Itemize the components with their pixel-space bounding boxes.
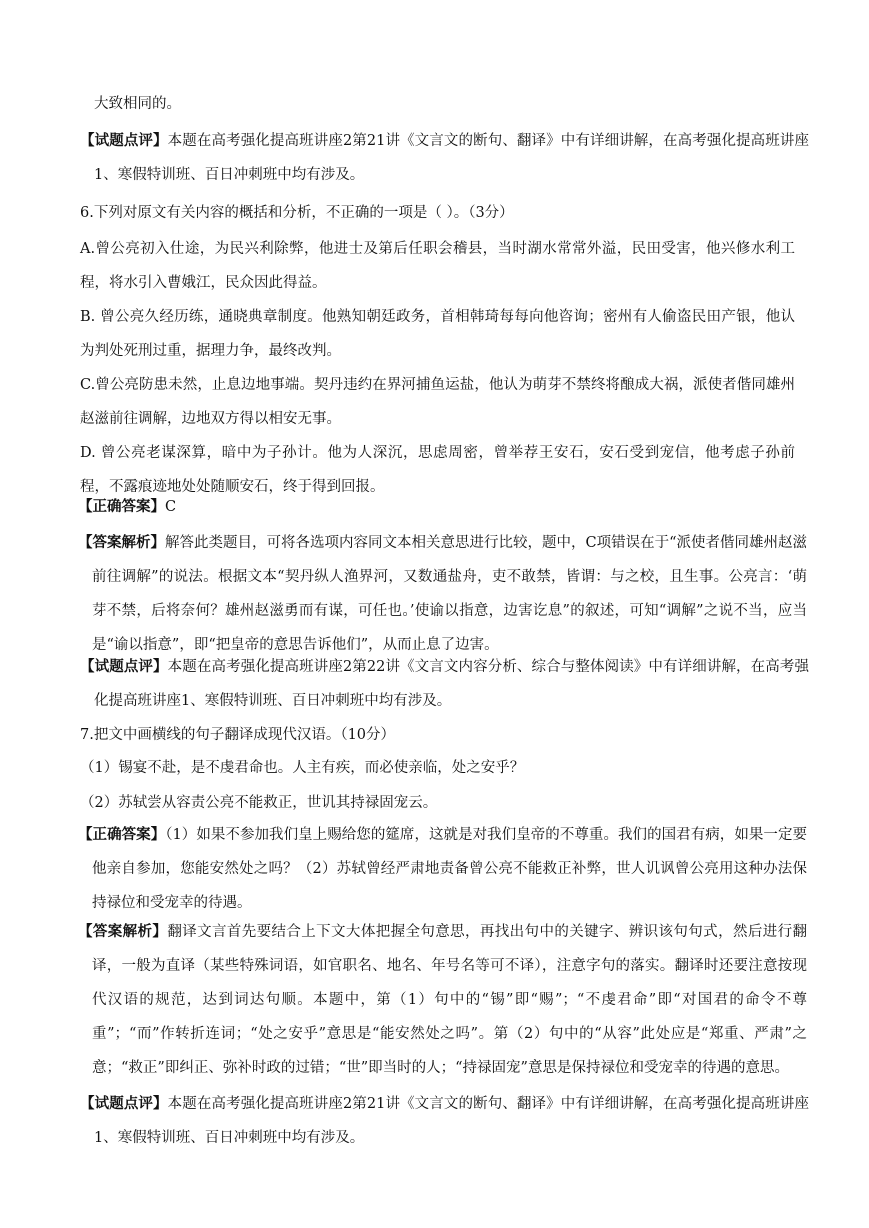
q7-answer xyxy=(78,818,807,920)
q7-review-text: 本题在高考强化提高班讲座2第21讲《文言文的断句、翻译》中有详细讲解，在高考强化提高班讲座1、寒假特训班、百日冲刺班中均有涉及。 xyxy=(94,1096,809,1146)
q7-answer-text: （1）如果不参加我们皇上赐给您的筵席，这就是对我们皇帝的不尊重。我们的国君有病，如果一定要他亲自参加，您能安然处之吗？（2）苏轼曾经严肃地责备曾公亮不能救正补弊，世人讥讽曾公亮用这种办法保持禄位和受宠幸的待遇。 xyxy=(92,827,807,911)
q6-option-b: B. 曾公亮久经历练，通晓典章制度。他熟知朝廷政务，首相韩琦每每向他咨询；密州有人偷盗民田产银，他认为判处死刑过重，据理力争，最终改判。 xyxy=(80,309,795,359)
q6-review-tag: 【试题点评】 xyxy=(80,658,168,675)
continued-text: 大致相同的。 xyxy=(94,96,181,112)
q7-sentence-1: （1）锡宴不赴，是不虔君命也。人主有疾，而必使亲临，处之安乎？ xyxy=(80,760,525,776)
q7-answer-tag: 【正确答案】 xyxy=(78,826,166,843)
q6-review-text: 本题在高考强化提高班讲座2第22讲《文言文内容分析、综合与整体阅读》中有详细讲解，在高考强化提高班讲座1、寒假特训班、百日冲刺班中均有涉及。 xyxy=(94,659,809,709)
q6-answer-value: C xyxy=(165,499,177,515)
q7-analysis-text: 翻译文言首先要结合上下文大体把握全句意思，再找出句中的关键字、辨识该句句式，然后进行翻译，一般为直译（某些特殊词语，如官职名、地名、年号名等可不译），注意字句的落实。翻译时还要注意按现代汉语的规范，达到词达句顺。本题中，第（1）句中的“锡”即“赐”；“不虔君命”即“对国君的命令不尊重”；“而”作转折连词；“处之安乎”意思是“能安然处之吗”。第（2）句中的“从容”此处应是“郑重、严肃”之意；“救正”即纠正、弥补时政的过错；“世”即当时的人；“持禄固宠”意思是保持禄位和受宠幸的待遇的意思。 xyxy=(92,924,807,1076)
q6-stem: 6.下列对原文有关内容的概括和分析，不正确的一项是（ ）。（3分） xyxy=(80,205,514,221)
q6-option-a: A.曾公亮初入仕途，为民兴利除弊，他进士及第后任职会稽县，当时湖水常常外溢，民田受害，他兴修水利工程，将水引入曹娥江，民众因此得益。 xyxy=(80,241,795,291)
q7-review xyxy=(80,1087,809,1155)
q6-analysis xyxy=(78,526,807,662)
q7-analysis xyxy=(78,915,807,1085)
q7-stem: 7.把文中画横线的句子翻译成现代汉语。（10分） xyxy=(80,727,396,743)
q6-option-d: D. 曾公亮老谋深算，暗中为子孙计。他为人深沉，思虑周密，曾举荐王安石，安石受到宠信，他考虑子孙前程，不露痕迹地处处随顺安石，终于得到回报。 xyxy=(80,445,795,495)
q7-analysis-tag: 【答案解析】 xyxy=(78,923,168,940)
q7-review-tag: 【试题点评】 xyxy=(80,1095,168,1112)
review-1-text: 本题在高考强化提高班讲座2第21讲《文言文的断句、翻译》中有详细讲解，在高考强化提高班讲座1、寒假特训班、百日冲刺班中均有涉及。 xyxy=(94,133,809,183)
q6-review xyxy=(80,650,809,718)
q6-option-c: C.曾公亮防患未然，止息边地事端。契丹违约在界河捕鱼运盐，他认为萌芽不禁终将酿成大祸，派使者偕同雄州赵滋前往调解，边地双方得以相安无事。 xyxy=(80,377,795,427)
q6-answer xyxy=(78,490,793,524)
review-1 xyxy=(80,124,809,192)
q6-answer-tag: 【正确答案】 xyxy=(78,498,165,515)
review-1-tag: 【试题点评】 xyxy=(80,132,168,149)
q6-analysis-text: 解答此类题目，可将各选项内容同文本相关意思进行比较，题中，C项错误在于“派使者偕同雄州赵滋前往调解”的说法。根据文本“契丹纵人渔界河，又数通盐舟，吏不敢禁，皆谓：与之校，且生事。公亮言：‘萌芽不禁，后将奈何？雄州赵滋勇而有谋，可任也。’使谕以指意，边害讫息”的叙述，可知“调解”之说不当，应当是“谕以指意”，即“把皇帝的意思告诉他们”，从而止息了边害。 xyxy=(92,535,808,653)
q7-sentence-2: （2）苏轼尝从容责公亮不能救正，世讥其持禄固宠云。 xyxy=(80,795,438,811)
q6-analysis-tag: 【答案解析】 xyxy=(78,534,165,551)
